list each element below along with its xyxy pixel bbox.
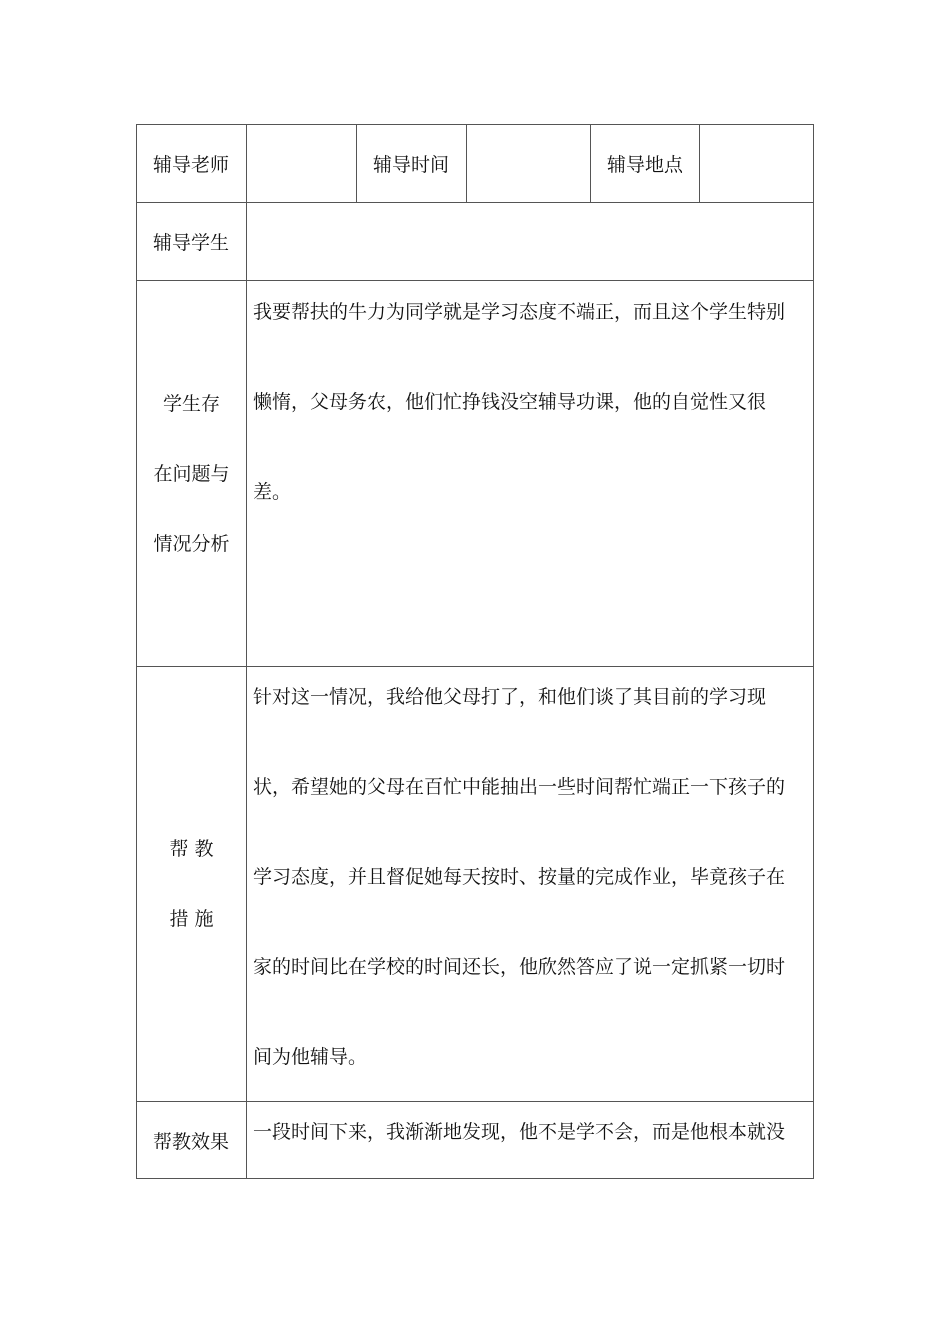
time-label-cell <box>356 124 467 203</box>
effect-content-cell <box>246 1101 814 1179</box>
place-value-cell[interactable] <box>699 124 814 203</box>
measures-label-line: 帮 教 <box>169 838 214 860</box>
analysis-label-line: 学生存 <box>162 392 220 415</box>
effect-text: 一段时间下来，我渐渐地发现，他不是学不会，而是他根本就没 <box>253 1121 786 1143</box>
analysis-text-line: 懒惰，父母务农，他们忙挣钱没空辅导功课，他的自觉性又很 <box>253 391 767 413</box>
measures-text-line: 学习态度，并且督促她每天按时、按量的完成作业，毕竟孩子在 <box>253 866 786 888</box>
measures-text-line: 间为他辅导。 <box>253 1046 368 1068</box>
tutoring-record-form <box>136 124 814 1179</box>
analysis-label-line: 在问题与 <box>153 462 230 485</box>
measures-content-cell <box>246 666 814 1102</box>
analysis-content-cell <box>246 280 814 667</box>
measures-label-line: 措 施 <box>169 908 214 930</box>
place-label-cell <box>590 124 700 203</box>
analysis-label-cell <box>136 280 247 667</box>
teacher-label-cell <box>136 124 247 203</box>
measures-text-line: 家的时间比在学校的时间还长，他欣然答应了说一定抓紧一切时 <box>253 956 786 978</box>
student-label-cell <box>136 202 247 281</box>
student-label: 辅导学生 <box>153 232 230 254</box>
measures-text-line: 状，希望她的父母在百忙中能抽出一些时间帮忙端正一下孩子的 <box>253 776 786 798</box>
analysis-text-line: 我要帮扶的牛力为同学就是学习态度不端正，而且这个学生特别 <box>253 301 786 323</box>
analysis-label-line: 情况分析 <box>153 532 230 555</box>
time-label: 辅导时间 <box>373 154 450 176</box>
teacher-value-cell[interactable] <box>246 124 357 203</box>
student-value-cell[interactable] <box>246 202 814 281</box>
measures-label-cell <box>136 666 247 1102</box>
effect-label-cell <box>136 1101 247 1179</box>
effect-label: 帮教效果 <box>153 1130 230 1153</box>
place-label: 辅导地点 <box>607 154 684 176</box>
analysis-text-line: 差。 <box>253 481 292 503</box>
teacher-label: 辅导老师 <box>153 154 230 176</box>
measures-text-line: 针对这一情况，我给他父母打了，和他们谈了其目前的学习现 <box>253 686 767 708</box>
time-value-cell[interactable] <box>466 124 591 203</box>
